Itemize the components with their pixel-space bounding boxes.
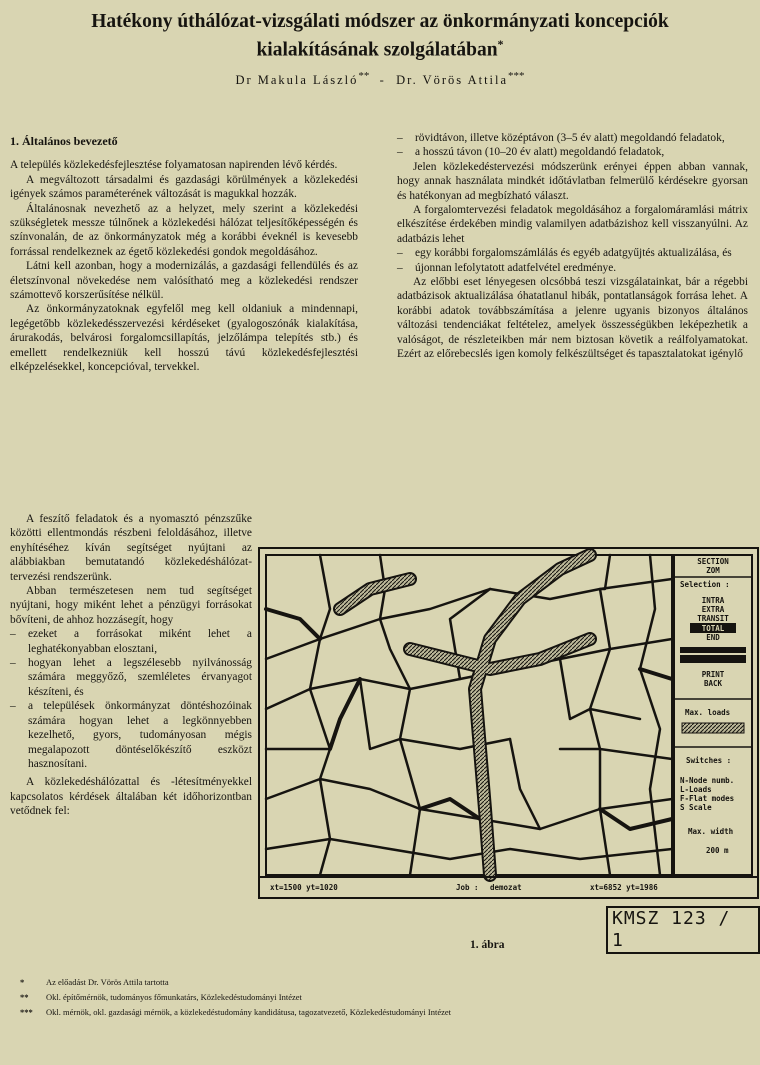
paragraph: A megváltozott társadalmi és gazdasági körülmények a közlekedési igények számos paraméterének változását is magukkal hozzák. (10, 173, 358, 201)
option-print[interactable]: PRINT (701, 670, 725, 679)
author-2-mark: *** (508, 70, 525, 82)
section-heading: 1. Általános bevezető (10, 134, 118, 148)
option-total[interactable]: TOTAL (701, 624, 725, 633)
control-panel (674, 555, 752, 875)
option-end[interactable]: END (706, 633, 720, 642)
author-2: Dr. Vörös Attila (396, 73, 509, 88)
paragraph: A forgalomtervezési feladatok megoldásához a forgalomáramlási mátrix elkészítése érdekében mindig valamilyen adatbázishoz kell visszanyúlni. Az adatbázis lehet (397, 204, 748, 245)
author-separator: - (379, 73, 386, 88)
paragraph: Az önkormányzatoknak egyfelől meg kell oldaniuk a mindennapi, legégetőbb közlekedésszervezési kérdéseket (gyalogoszónák kialakítása, árurakodás, belvárosi forgalomcsillapítás, jelzőlámpa telepítés stb.) és emellett rendelkezniük kell hosszú távú közlekedésfejlesztési elképzelésekkel, koncepcióval, tervekkel. (10, 303, 358, 374)
max-width-value: 200 m (706, 846, 729, 855)
list-item: – újonnan lefolytatott adatfelvétel eredménye. (397, 261, 617, 274)
footnote: *** Okl. mérnök, okl. gazdasági mérnök, a közlekedéstudomány kandidátusa, tagozatvezető, Közlekedéstudományi Intézet (20, 1007, 452, 1017)
list-item: – a települések önkormányzat döntéshozóinak számára hogyan lehet a legkönnyebben kezelhető, gyors, tudományosan mégis megalapozott döntéselőkészítő eszközt hasznosítani. (10, 700, 252, 770)
archive-stamp: KMSZ 123 / 1 (606, 906, 760, 954)
option-back[interactable]: BACK (703, 679, 723, 688)
paragraph: Általánosnak nevezhető az a helyzet, mely szerint a közlekedési szükségletek messze túlnőnek a közlekedési hálózat teljesítőképességén és színvonalán, de az önkormányzatok még a korábbi éveknél is kevesebb forrással rendelkeznek az égető közlekedési gondok megoldásához. (10, 202, 358, 258)
list-item: – ezeket a forrásokat miként lehet a leghatékonyabban elosztani, (10, 628, 252, 655)
right-column (397, 131, 748, 362)
switch-flat[interactable]: F-Flat modes (680, 794, 735, 803)
switch-scale[interactable]: S Scale (680, 803, 712, 812)
option-intra[interactable]: INTRA (701, 596, 725, 605)
status-job-value: demozat (490, 883, 522, 892)
max-width-label: Max. width (688, 827, 734, 836)
paragraph: A feszítő feladatok és a nyomasztó pénzszűke közötti ellentmondás részbeni feloldásához, illetve enyhítéséhez kíván segítséget nyújtani az alábbiakban bemutatandó közlekedéshálózat-tervezési rendszerünk. (10, 513, 252, 583)
option-extra[interactable]: EXTRA (701, 605, 725, 614)
paragraph: Az előbbi eset lényegesen olcsóbbá teszi vizsgálatainkat, bár a régebbi adatbázisok aktualizálása óhatatlanul hibák, pontatlanságok forrása lehet. A korábbi adatok továbbszámítása a jelenre ugyanis bizonyos általános változási tendenciákat feltételez, amelyek összességükben leképezhetik a valóságot, de részleteikben már nem biztosan követik a reálfolyamatokat. Ezért az előrebecslés igen komoly felkészültséget és tapasztalatokat igénylő (397, 276, 748, 361)
status-bar (260, 877, 757, 892)
panel-title-2: ZOM (706, 566, 720, 575)
title-line-1: Hatékony úthálózat-vizsgálati módszer az önkormányzati koncepciók (91, 11, 669, 32)
figure-caption: 1. ábra (470, 939, 505, 951)
switch-loads[interactable]: L-Loads (680, 785, 712, 794)
author-1: Dr Makula László (235, 73, 359, 88)
switch-node[interactable]: N-Node numb. (680, 776, 735, 785)
status-job-label: Job : (456, 883, 479, 892)
network-figure (258, 547, 759, 899)
title-footnote-mark: * (497, 37, 504, 51)
list-item: – a hosszú távon (10–20 év alatt) megoldandó feladatok, (397, 146, 665, 159)
footnotes (20, 976, 740, 1021)
left-column (10, 134, 358, 375)
author-1-mark: ** (358, 70, 370, 82)
paragraph: Látni kell azonban, hogy a modernizálás, a gazdasági fellendülés és az életszínvonal növekedése nem valósítható meg a közlekedési rendszer számottevő korszerűsítése nélkül. (10, 260, 358, 302)
title-line-2-text: kialakításának szolgálatában (256, 39, 498, 61)
road-network-map (260, 549, 757, 897)
footnote: * Az előadást Dr. Vörös Attila tartotta (20, 977, 169, 987)
switches-label: Switches : (686, 756, 732, 765)
paragraph: Abban természetesen nem tud segítséget nyújtani, hogy miként lehet a pénzügyi forrásokat bővíteni, de ahhoz hozzásegít, hogy (10, 585, 252, 626)
list-item: – egy korábbi forgalomszámlálás és egyéb adatgyűjtés aktualizálása, és (397, 247, 732, 260)
option-transit[interactable]: TRANSIT (697, 614, 729, 623)
status-right-coords: xt=6852 yt=1986 (590, 883, 658, 892)
paragraph: A település közlekedésfejlesztése folyamatosan napirenden lévő kérdés. (10, 159, 338, 172)
paper-title (0, 10, 760, 62)
list-item: – hogyan lehet a legszélesebb nyilvánosság számára meggyőző, szemléletes érvanyagot készíteni, és (10, 657, 252, 698)
author-line (0, 70, 760, 88)
panel-title-1: SECTION (697, 557, 729, 566)
paragraph: Jelen közlekedéstervezési módszerünk erényei éppen abban vannak, hogy annak használata mindkét időtávlatban felmerülő kérdésekre gyorsan és hatékonyan ad megbízható választ. (397, 160, 748, 202)
left-column-lower (10, 512, 252, 819)
max-loads-label: Max. loads (685, 708, 731, 717)
selection-label: Selection : (680, 580, 730, 589)
title-line-2 (0, 33, 760, 62)
status-left-coords: xt=1500 yt=1020 (270, 883, 338, 892)
list-item: – rövidtávon, illetve középtávon (3–5 év alatt) megoldandó feladatok, (397, 132, 725, 144)
footnote: ** Okl. építőmérnök, tudományos főmunkatárs, Közlekedéstudományi Intézet (20, 992, 302, 1002)
paragraph: A közlekedéshálózattal és -létesítményekkel kapcsolatos kérdések általában két időhorizontban vetődnek fel: (10, 776, 252, 818)
